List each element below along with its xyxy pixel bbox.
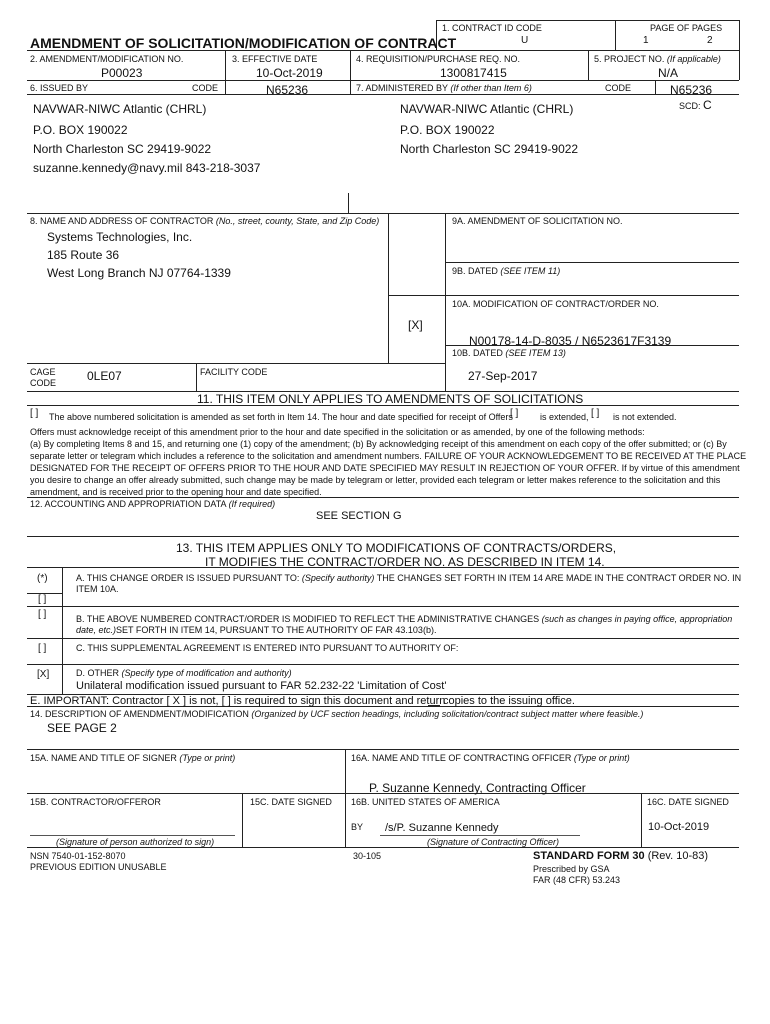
administered-by-line: North Charleston SC 29419-9022 bbox=[400, 142, 579, 156]
issued-by-line: NAVWAR-NIWC Atlantic (CHRL) bbox=[33, 102, 207, 116]
footer-gsa: Prescribed by GSA bbox=[533, 864, 610, 874]
contractor-line: West Long Branch NJ 07764-1339 bbox=[47, 266, 231, 280]
item11-bracket: [ ] bbox=[30, 408, 39, 419]
facility-code-label: FACILITY CODE bbox=[200, 367, 268, 377]
item11-line1-c: is not extended. bbox=[613, 412, 677, 422]
effective-date: 10-Oct-2019 bbox=[256, 66, 323, 80]
contracting-officer-name: P. Suzanne Kennedy, Contracting Officer bbox=[369, 781, 586, 795]
contract-id-label: 1. CONTRACT ID CODE bbox=[442, 23, 542, 33]
contractor-line: Systems Technologies, Inc. bbox=[47, 230, 193, 244]
box15b-label: 15B. CONTRACTOR/OFFEROR bbox=[30, 797, 161, 807]
item13-d-text: D. OTHER (Specify type of modification and authority) bbox=[76, 668, 292, 678]
item11-title: 11. THIS ITEM ONLY APPLIES TO AMENDMENTS OF SOLICITATIONS bbox=[197, 392, 584, 406]
box16c-label: 16C. DATE SIGNED bbox=[647, 797, 729, 807]
box5-label: 5. PROJECT NO. (If applicable) bbox=[594, 54, 721, 64]
project-number: N/A bbox=[658, 66, 679, 80]
item13-a-text-2: ITEM 10A. bbox=[76, 584, 119, 594]
standard-form-title: STANDARD FORM 30 (Rev. 10-83) bbox=[533, 850, 709, 862]
item11-body-line: DESIGNATED FOR THE RECEIPT OF OFFERS PRIOR TO THE HOUR AND DATE SPECIFIED MAY RESULT IN REJECTION OF YOUR OFFER. If by virtue of this amendment bbox=[30, 463, 740, 473]
item-e: E. IMPORTANT: Contractor [ X ] is not, [ ] is required to sign this document and return bbox=[30, 695, 446, 707]
issued-by-code: N65236 bbox=[266, 83, 309, 97]
cage-label: CAGE CODE bbox=[30, 367, 57, 388]
item11-bracket: [ ] bbox=[510, 408, 519, 419]
item12-value: SEE SECTION G bbox=[316, 510, 402, 522]
by-label: BY bbox=[351, 822, 364, 832]
modification-contract-number: N00178-14-D-8035 / N6523617F3139 bbox=[469, 334, 672, 348]
form-title: AMENDMENT OF SOLICITATION/MODIFICATION OF CONTRACT bbox=[30, 35, 457, 51]
box10a-check: [X] bbox=[408, 318, 423, 332]
box15a-label: 15A. NAME AND TITLE OF SIGNER (Type or print) bbox=[30, 753, 236, 763]
issued-by-line: suzanne.kennedy@navy.mil 843-218-3037 bbox=[33, 161, 261, 175]
box15c-label: 15C. DATE SIGNED bbox=[250, 797, 332, 807]
page-current: 1 bbox=[643, 35, 649, 46]
requisition-number: 1300817415 bbox=[440, 66, 507, 80]
box9a-label: 9A. AMENDMENT OF SOLICITATION NO. bbox=[452, 216, 623, 226]
box3-label: 3. EFFECTIVE DATE bbox=[232, 54, 318, 64]
item11-bracket: [ ] bbox=[591, 408, 600, 419]
box2-label: 2. AMENDMENT/MODIFICATION NO. bbox=[30, 54, 184, 64]
item13-d-value: Unilateral modification issued pursuant to FAR 52.232-22 'Limitation of Cost' bbox=[76, 680, 447, 692]
contractor-signature-caption: (Signature of person authorized to sign) bbox=[56, 837, 215, 847]
item13-b-text-2: date, etc.)SET FORTH IN ITEM 14, PURSUANT TO THE AUTHORITY OF FAR 43.103(b). bbox=[76, 625, 437, 635]
item11-body-line: amendment, and is received prior to the opening hour and date specified. bbox=[30, 487, 322, 497]
item11-body-line: Offers must acknowledge receipt of this amendment prior to the hour and date specified in the solicitation or as amended, by one of the following methods: bbox=[30, 427, 645, 437]
item11-line1-a: The above numbered solicitation is amended as set forth in Item 14. The hour and date specified for receipt of Offers bbox=[49, 412, 513, 422]
item13-a-box: [ ] bbox=[38, 594, 47, 605]
item11-body-line: you desire to change an offer already submitted, such change may be made by telegram or letter, provided each telegram or letter makes reference to the solicitation and this bbox=[30, 475, 721, 485]
item13-d-mark: [X] bbox=[37, 669, 50, 680]
administered-by-line: NAVWAR-NIWC Atlantic (CHRL) bbox=[400, 102, 574, 116]
scd: SCD: C bbox=[679, 98, 712, 112]
item11-line1-b: is extended, bbox=[540, 412, 589, 422]
date-signed-16c: 10-Oct-2019 bbox=[648, 821, 710, 833]
box16b-label: 16B. UNITED STATES OF AMERICA bbox=[351, 797, 500, 807]
item14-label: 14. DESCRIPTION OF AMENDMENT/MODIFICATION (Organized by UCF section headings, including solicitation/contract subject matter where feasible.) bbox=[30, 709, 644, 719]
item13-title-2: IT MODIFIES THE CONTRACT/ORDER NO. AS DESCRIBED IN ITEM 14. bbox=[205, 555, 605, 569]
contractor-line: 185 Route 36 bbox=[47, 248, 120, 262]
item13-a-mark: (*) bbox=[37, 573, 48, 584]
item13-a-text: A. THIS CHANGE ORDER IS ISSUED PURSUANT TO: (Specify authority) THE CHANGES SET FORTH IN ITEM 14 ARE MADE IN THE CONTRACT ORDER NO. IN bbox=[76, 573, 742, 583]
officer-signature-caption: (Signature of Contracting Officer) bbox=[427, 837, 560, 847]
contract-id-value: U bbox=[521, 35, 529, 46]
item13-title-1: 13. THIS ITEM APPLIES ONLY TO MODIFICATIONS OF CONTRACTS/ORDERS, bbox=[176, 541, 617, 555]
box4-label: 4. REQUISITION/PURCHASE REQ. NO. bbox=[356, 54, 521, 64]
page-of-pages-label: PAGE OF PAGES bbox=[650, 23, 723, 33]
box10b-date: 27-Sep-2017 bbox=[468, 369, 538, 383]
box7-label: 7. ADMINISTERED BY (If other than Item 6) bbox=[356, 83, 532, 93]
box10b-label: 10B. DATED (SEE ITEM 13) bbox=[452, 348, 566, 358]
box6-label: 6. ISSUED BY bbox=[30, 83, 89, 93]
item11-body-line: separate letter or telegram which includes a reference to the solicitation and amendment numbers. FAILURE OF YOUR ACKNOWLEDGEMENT TO BE RECEIVED AT THE PLACE bbox=[30, 451, 747, 461]
footer-form-number: 30-105 bbox=[353, 851, 382, 861]
box6-code-label: CODE bbox=[192, 83, 219, 93]
box16a-label: 16A. NAME AND TITLE OF CONTRACTING OFFICER (Type or print) bbox=[351, 753, 630, 763]
footer-previous-edition: PREVIOUS EDITION UNUSABLE bbox=[30, 862, 167, 872]
item12-label: 12. ACCOUNTING AND APPROPRIATION DATA (If required) bbox=[30, 499, 276, 509]
box7-code-label: CODE bbox=[605, 83, 632, 93]
box9b-label: 9B. DATED (SEE ITEM 11) bbox=[452, 266, 561, 276]
issued-by-line: North Charleston SC 29419-9022 bbox=[33, 142, 212, 156]
footer-nsn: NSN 7540-01-152-8070 bbox=[30, 851, 126, 861]
administered-by-line: P.O. BOX 190022 bbox=[400, 123, 495, 137]
footer-far: FAR (48 CFR) 53.243 bbox=[533, 875, 621, 885]
item11-body-line: (a) By completing Items 8 and 15, and returning one (1) copy of the amendment; (b) By acknowledging receipt of this amendment on each copy of the offer submitted; or (c) By bbox=[30, 439, 727, 449]
cage-code: 0LE07 bbox=[87, 369, 122, 383]
officer-signature: /s/P. Suzanne Kennedy bbox=[385, 822, 499, 834]
amendment-number: P00023 bbox=[101, 66, 143, 80]
item-e-copies: copies to the issuing office. bbox=[443, 695, 575, 707]
box8-label: 8. NAME AND ADDRESS OF CONTRACTOR (No., street, county, State, and Zip Code) bbox=[30, 216, 380, 226]
box10a-label: 10A. MODIFICATION OF CONTRACT/ORDER NO. bbox=[452, 299, 659, 309]
administered-by-code: N65236 bbox=[670, 83, 713, 97]
item13-c-text: C. THIS SUPPLEMENTAL AGREEMENT IS ENTERED INTO PURSUANT TO AUTHORITY OF: bbox=[76, 643, 459, 653]
page-total: 2 bbox=[707, 35, 713, 46]
item13-b-text: B. THE ABOVE NUMBERED CONTRACT/ORDER IS MODIFIED TO REFLECT THE ADMINISTRATIVE CHANGES (such as changes in paying office, appropriation bbox=[76, 614, 733, 624]
item14-value: SEE PAGE 2 bbox=[47, 721, 117, 735]
item13-b-mark: [ ] bbox=[38, 609, 47, 620]
issued-by-line: P.O. BOX 190022 bbox=[33, 123, 128, 137]
item13-c-mark: [ ] bbox=[38, 643, 47, 654]
